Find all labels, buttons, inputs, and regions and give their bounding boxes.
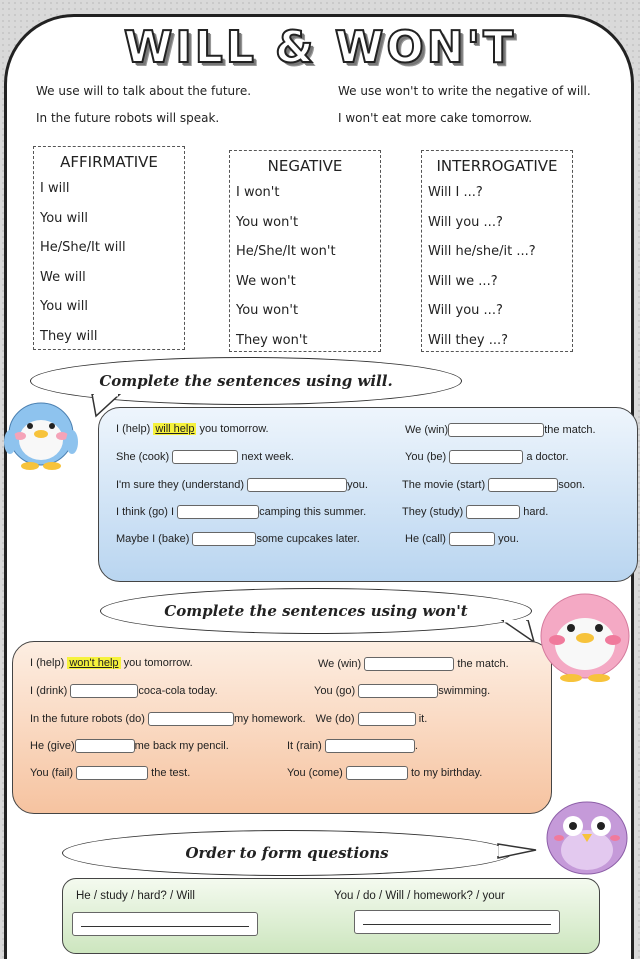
will-row-1-left <box>116 423 269 435</box>
pink-penguin-icon <box>533 582 637 684</box>
will-row-4-right <box>402 505 548 519</box>
scrambled-words-left: He / study / hard? / Will <box>76 890 195 902</box>
interrogative-item: Will we ...? <box>428 273 498 289</box>
instruction-will: Complete the sentences using will. <box>99 372 393 390</box>
prompt: We (win) <box>405 423 449 436</box>
sentence-end: you. <box>347 478 368 491</box>
answer-input[interactable] <box>449 450 523 464</box>
wont-row-1-right <box>318 657 509 671</box>
wont-row-1-left <box>30 657 193 669</box>
intro-right-rule: We use won't to write the negative of will. <box>338 84 591 98</box>
prompt: You (go) <box>314 684 356 697</box>
will-row-3-left <box>116 478 368 492</box>
sentence-end: a doctor. <box>526 450 569 463</box>
intro-left-example: In the future robots will speak. <box>36 111 220 125</box>
prompt: He (give) <box>30 739 75 752</box>
sentence-end: you tomorrow. <box>199 423 269 435</box>
will-row-5-right <box>405 532 519 546</box>
sentence-end: the match. <box>544 423 596 436</box>
affirmative-item: I will <box>40 181 70 196</box>
will-row-2-left <box>116 450 294 464</box>
prompt: I (help) <box>30 657 65 669</box>
interrogative-item: Will they ...? <box>428 332 508 348</box>
prompt: We (win) <box>318 657 362 670</box>
prompt: I'm sure they (understand) <box>116 478 245 491</box>
answer-input[interactable] <box>76 766 148 780</box>
sentence-end: the test. <box>151 766 191 779</box>
sentence-end: next week. <box>241 450 294 463</box>
wont-row-4-left <box>30 739 229 753</box>
sentence-end: swimming. <box>438 684 491 697</box>
prompt: She (cook) <box>116 450 170 463</box>
answer-input[interactable] <box>358 684 438 698</box>
wont-row-2-left <box>30 684 218 698</box>
example-answer: will help <box>155 423 195 435</box>
purple-owl-icon <box>541 792 633 876</box>
interrogative-item: Will he/she/it ...? <box>428 244 536 259</box>
question-answer-input[interactable] <box>354 910 560 934</box>
will-row-3-right <box>402 478 585 492</box>
sentence-end: you tomorrow. <box>123 657 193 669</box>
prompt: You (come) <box>287 766 343 779</box>
answer-input[interactable] <box>75 739 135 753</box>
affirmative-heading: AFFIRMATIVE <box>60 153 158 171</box>
instruction-wont: Complete the sentences using won't <box>164 602 468 620</box>
sentence-end: the match. <box>457 657 509 670</box>
will-row-4-left <box>116 505 366 519</box>
interrogative-item: Will you ...? <box>428 303 503 318</box>
sentence-end: . <box>414 739 418 752</box>
answer-input[interactable] <box>172 450 238 464</box>
answer-input[interactable] <box>466 505 520 519</box>
prompt: Maybe I (bake) <box>116 532 190 545</box>
sentence-end: coca-cola today. <box>138 684 218 697</box>
prompt: He (call) <box>405 532 446 545</box>
affirmative-item: We will <box>40 269 86 285</box>
example-answer: won't help <box>69 657 119 669</box>
answer-input[interactable] <box>364 657 454 671</box>
interrogative-item: Will you ...? <box>428 214 503 230</box>
answer-input[interactable] <box>449 532 495 546</box>
intro-left-rule: We use will to talk about the future. <box>36 84 252 98</box>
interrogative-heading: INTERROGATIVE <box>436 157 558 175</box>
answer-input[interactable] <box>346 766 408 780</box>
bubble-tail <box>496 842 540 862</box>
page-title: WILL & WON'T <box>123 22 517 73</box>
answer-input[interactable] <box>148 712 234 726</box>
answer-input[interactable] <box>247 478 347 492</box>
wont-row-2-right <box>314 684 490 698</box>
instruction-bubble-wont <box>100 588 532 634</box>
prompt: In the future robots (do) <box>30 712 145 725</box>
negative-item: You won't <box>236 214 299 230</box>
negative-item: We won't <box>236 273 296 289</box>
sentence-end: you. <box>498 532 519 545</box>
negative-item: He/She/It won't <box>236 244 336 259</box>
prompt: You (fail) <box>30 766 74 779</box>
affirmative-item: He/She/It will <box>40 240 126 255</box>
negative-item: I won't <box>236 185 280 200</box>
prompt: The movie (start) <box>402 478 486 491</box>
negative-item: You won't <box>236 303 299 318</box>
intro-right-example: I won't eat more cake tomorrow. <box>338 111 533 125</box>
instruction-bubble-questions <box>62 830 512 876</box>
wont-row-5-left <box>30 766 190 780</box>
negative-item: They won't <box>236 332 308 348</box>
answer-input[interactable] <box>192 532 256 546</box>
sentence-end: to my birthday. <box>410 766 483 779</box>
wont-row-5-right <box>287 766 482 780</box>
affirmative-item: They will <box>40 328 98 344</box>
prompt: They (study) <box>402 505 464 518</box>
sentence-end: hard. <box>523 505 549 518</box>
sentence-end: my homework. <box>234 712 306 725</box>
affirmative-item: You will <box>40 210 89 226</box>
answer-input[interactable] <box>177 505 259 519</box>
blue-penguin-icon <box>2 388 80 470</box>
negative-heading: NEGATIVE <box>267 157 343 175</box>
answer-input[interactable] <box>325 739 415 753</box>
answer-input[interactable] <box>488 478 558 492</box>
affirmative-item: You will <box>40 299 89 314</box>
prompt: It (rain) <box>287 739 322 752</box>
answer-input[interactable] <box>70 684 138 698</box>
will-row-1-right <box>405 423 596 437</box>
negative-box <box>229 150 381 352</box>
prompt: I think (go) I <box>116 505 175 518</box>
prompt: I (help) <box>116 423 151 435</box>
wont-row-4-right <box>287 739 418 753</box>
sentence-end: camping this summer. <box>259 505 367 518</box>
sentence-end: some cupcakes later. <box>256 532 360 545</box>
will-row-2-right <box>405 450 569 464</box>
interrogative-item: Will I ...? <box>428 185 483 200</box>
sentence-end: it. <box>418 712 428 725</box>
prompt: We (do) <box>315 712 355 725</box>
prompt: I (drink) <box>30 684 68 697</box>
answer-input[interactable] <box>358 712 416 726</box>
affirmative-box <box>33 146 185 350</box>
wont-row-3-left <box>30 712 427 726</box>
question-answer-input[interactable] <box>72 912 258 936</box>
sentence-end: soon. <box>558 478 586 491</box>
interrogative-box <box>421 150 573 352</box>
instruction-questions: Order to form questions <box>185 844 389 862</box>
sentence-end: me back my pencil. <box>134 739 229 752</box>
prompt: You (be) <box>405 450 447 463</box>
scrambled-words-right: You / do / Will / homework? / your <box>334 890 505 902</box>
will-row-5-left <box>116 532 360 546</box>
answer-input[interactable] <box>448 423 544 437</box>
